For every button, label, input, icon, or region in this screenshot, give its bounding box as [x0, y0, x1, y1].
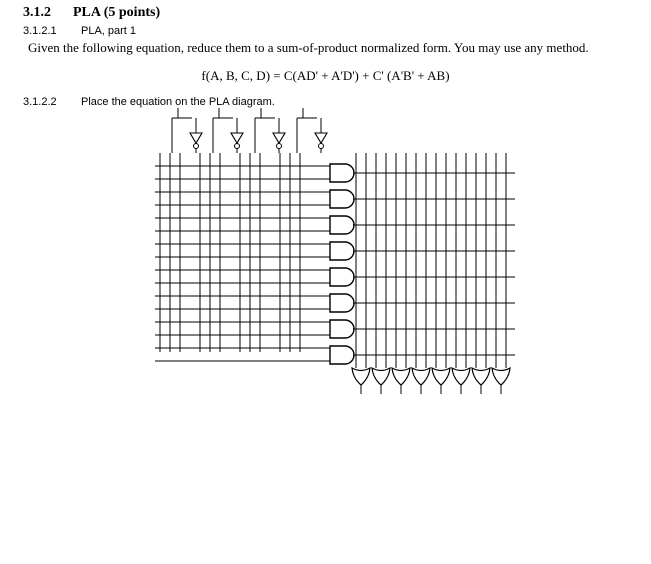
inversion-bubble-icon — [194, 144, 199, 149]
or-gate-icon — [412, 368, 430, 385]
subsection-number-1: 3.1.2.1 — [23, 25, 57, 37]
section-title: PLA (5 points) — [73, 5, 161, 20]
inversion-bubble-icon — [319, 144, 324, 149]
inversion-bubble-icon — [277, 144, 282, 149]
and-gate-icon — [330, 190, 354, 208]
subsection-label-1: PLA, part 1 — [81, 25, 137, 37]
and-gate-icon — [330, 320, 354, 338]
and-gate-icon — [330, 294, 354, 312]
and-gate-icon — [330, 216, 354, 234]
instructions-text: Given the following equation, reduce them to a sum-of-product normalized form. You may use any method. — [28, 40, 589, 55]
or-gate-icon — [432, 368, 450, 385]
or-gate-icon — [452, 368, 470, 385]
subsection-label-2: Place the equation on the PLA diagram. — [81, 96, 275, 108]
and-gate-icon — [330, 242, 354, 260]
inverting-buffer-icon — [190, 133, 202, 143]
or-gate-icon — [352, 368, 370, 385]
or-gate-icon — [392, 368, 410, 385]
inverting-buffer-icon — [231, 133, 243, 143]
equation: f(A, B, C, D) = C(AD' + A'D') + C' (A'B' + AB) — [201, 68, 450, 83]
inverting-buffer-icon — [315, 133, 327, 143]
and-gate-icon — [330, 268, 354, 286]
subsection-number-2: 3.1.2.2 — [23, 96, 57, 108]
inversion-bubble-icon — [235, 144, 240, 149]
and-gate-icon — [330, 164, 354, 182]
or-gate-icon — [472, 368, 490, 385]
and-gate-icon — [330, 346, 354, 364]
or-gate-icon — [372, 368, 390, 385]
section-number: 3.1.2 — [23, 5, 51, 20]
inverting-buffer-icon — [273, 133, 285, 143]
or-gate-icon — [492, 368, 510, 385]
